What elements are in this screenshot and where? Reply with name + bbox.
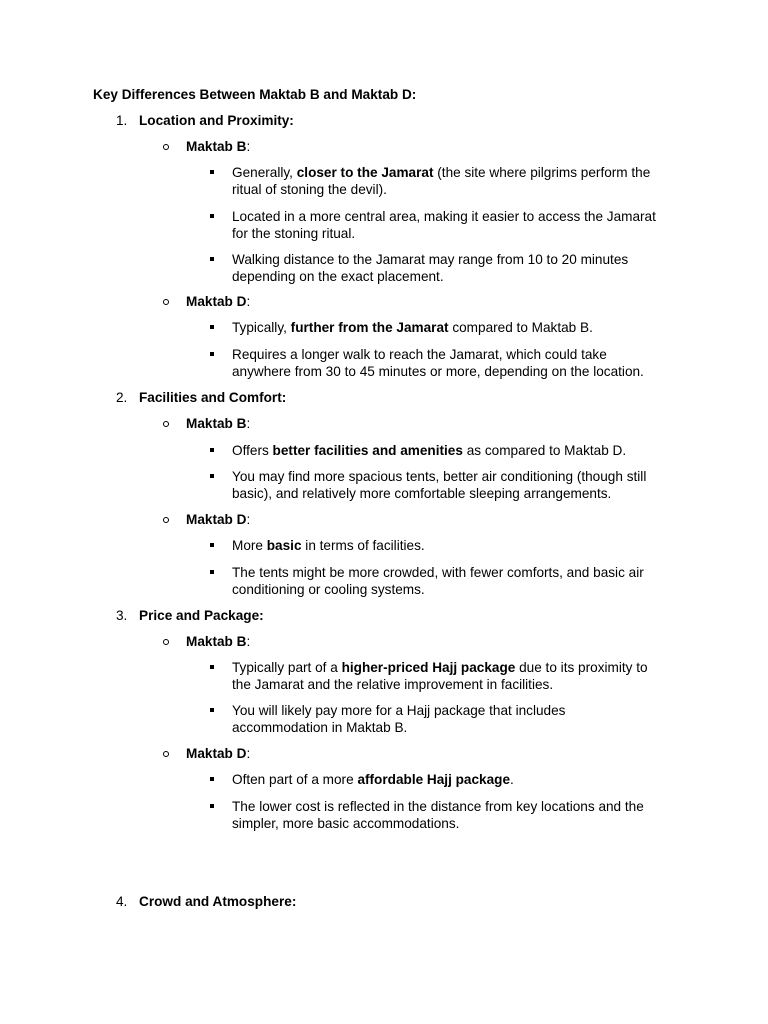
section-heading: Crowd and Atmosphere: <box>139 894 297 909</box>
bullet-text-line <box>232 719 407 736</box>
body-text: due to its proximity to <box>515 660 648 675</box>
bullet-text-line <box>232 164 650 181</box>
body-text: Located in a more central area, making it easier to access the Jamarat <box>232 209 656 224</box>
body-text: as compared to Maktab D. <box>462 443 627 458</box>
bullet-text-line <box>232 771 514 788</box>
circle-bullet-icon <box>163 517 169 523</box>
body-text: Typically, <box>232 320 291 335</box>
circle-bullet-icon <box>163 421 169 427</box>
body-text: Requires a longer walk to reach the Jamarat, which could take <box>232 347 607 362</box>
body-text: ritual of stoning the devil). <box>232 182 387 197</box>
bullet-text-line <box>232 537 425 554</box>
bullet-text-line <box>232 208 656 225</box>
square-bullet-icon <box>210 708 214 712</box>
group-label <box>186 415 250 432</box>
emphasis-text: higher-priced Hajj package <box>341 660 516 675</box>
body-text: Walking distance to the Jamarat may range from 10 to 20 minutes <box>232 252 629 267</box>
group-colon: : <box>246 139 251 154</box>
body-text: Offers <box>232 443 273 458</box>
bullet-text-line <box>232 581 425 598</box>
bullet-text-line <box>232 319 593 336</box>
body-text: The lower cost is reflected in the distance from key locations and the <box>232 799 644 814</box>
square-bullet-icon <box>210 352 214 356</box>
body-text: (the site where pilgrims perform the <box>433 165 651 180</box>
square-bullet-icon <box>210 325 214 329</box>
body-text: basic), and relatively more comfortable sleeping arrangements. <box>232 486 612 501</box>
section-heading: Facilities and Comfort: <box>139 390 287 405</box>
group-name: Maktab D <box>186 294 247 309</box>
group-name: Maktab D <box>186 746 247 761</box>
group-colon: : <box>246 512 251 527</box>
section-heading: Price and Package: <box>139 608 264 623</box>
circle-bullet-icon <box>163 639 169 645</box>
circle-bullet-icon <box>163 751 169 757</box>
group-label <box>186 293 250 310</box>
section-number: 3. <box>116 608 128 623</box>
section-number: 1. <box>116 113 128 128</box>
body-text: simpler, more basic accommodations. <box>232 816 460 831</box>
bullet-text-line <box>232 815 459 832</box>
group-colon: : <box>246 294 251 309</box>
square-bullet-icon <box>210 665 214 669</box>
group-colon: : <box>246 416 251 431</box>
body-text: conditioning or cooling systems. <box>232 582 425 597</box>
square-bullet-icon <box>210 170 214 174</box>
group-label <box>186 511 250 528</box>
bullet-text-line <box>232 181 387 198</box>
bullet-text-line <box>232 485 611 502</box>
group-name: Maktab B <box>186 416 247 431</box>
group-label <box>186 138 250 155</box>
emphasis-text: better facilities and amenities <box>272 443 463 458</box>
bullet-text-line <box>232 442 626 459</box>
square-bullet-icon <box>210 214 214 218</box>
circle-bullet-icon <box>163 299 169 305</box>
square-bullet-icon <box>210 543 214 547</box>
body-text: Typically part of a <box>232 660 342 675</box>
group-name: Maktab B <box>186 139 247 154</box>
section-number: 2. <box>116 390 128 405</box>
body-text: in terms of facilities. <box>301 538 425 553</box>
body-text: . <box>510 772 514 787</box>
document-title: Key Differences Between Maktab B and Maktab D: <box>93 87 417 102</box>
emphasis-text: further from the Jamarat <box>290 320 449 335</box>
square-bullet-icon <box>210 777 214 781</box>
group-colon: : <box>246 746 251 761</box>
bullet-text-line <box>232 251 628 268</box>
body-text: Generally, <box>232 165 297 180</box>
square-bullet-icon <box>210 448 214 452</box>
square-bullet-icon <box>210 570 214 574</box>
bullet-text-line <box>232 676 553 693</box>
body-text: for the stoning ritual. <box>232 226 356 241</box>
body-text: accommodation in Maktab B. <box>232 720 408 735</box>
bullet-text-line <box>232 225 355 242</box>
group-colon: : <box>246 634 251 649</box>
body-text: More <box>232 538 267 553</box>
bullet-text-line <box>232 702 565 719</box>
bullet-text-line <box>232 468 646 485</box>
bullet-text-line <box>232 659 648 676</box>
emphasis-text: affordable Hajj package <box>357 772 511 787</box>
body-text: compared to Maktab B. <box>448 320 593 335</box>
bullet-text-line <box>232 363 644 380</box>
emphasis-text: basic <box>266 538 302 553</box>
square-bullet-icon <box>210 257 214 261</box>
body-text: Often part of a more <box>232 772 358 787</box>
bullet-text-line <box>232 346 607 363</box>
body-text: You will likely pay more for a Hajj package that includes <box>232 703 566 718</box>
bullet-text-line <box>232 268 444 285</box>
group-name: Maktab B <box>186 634 247 649</box>
bullet-text-line <box>232 798 644 815</box>
section-number: 4. <box>116 894 128 909</box>
square-bullet-icon <box>210 804 214 808</box>
bullet-text-line <box>232 564 644 581</box>
group-label <box>186 633 250 650</box>
group-name: Maktab D <box>186 512 247 527</box>
square-bullet-icon <box>210 474 214 478</box>
circle-bullet-icon <box>163 144 169 150</box>
section-heading: Location and Proximity: <box>139 113 294 128</box>
body-text: You may find more spacious tents, better air conditioning (though still <box>232 469 647 484</box>
body-text: anywhere from 30 to 45 minutes or more, depending on the location. <box>232 364 644 379</box>
group-label <box>186 745 250 762</box>
body-text: depending on the exact placement. <box>232 269 444 284</box>
body-text: the Jamarat and the relative improvement in facilities. <box>232 677 554 692</box>
body-text: The tents might be more crowded, with fewer comforts, and basic air <box>232 565 644 580</box>
emphasis-text: closer to the Jamarat <box>296 165 434 180</box>
